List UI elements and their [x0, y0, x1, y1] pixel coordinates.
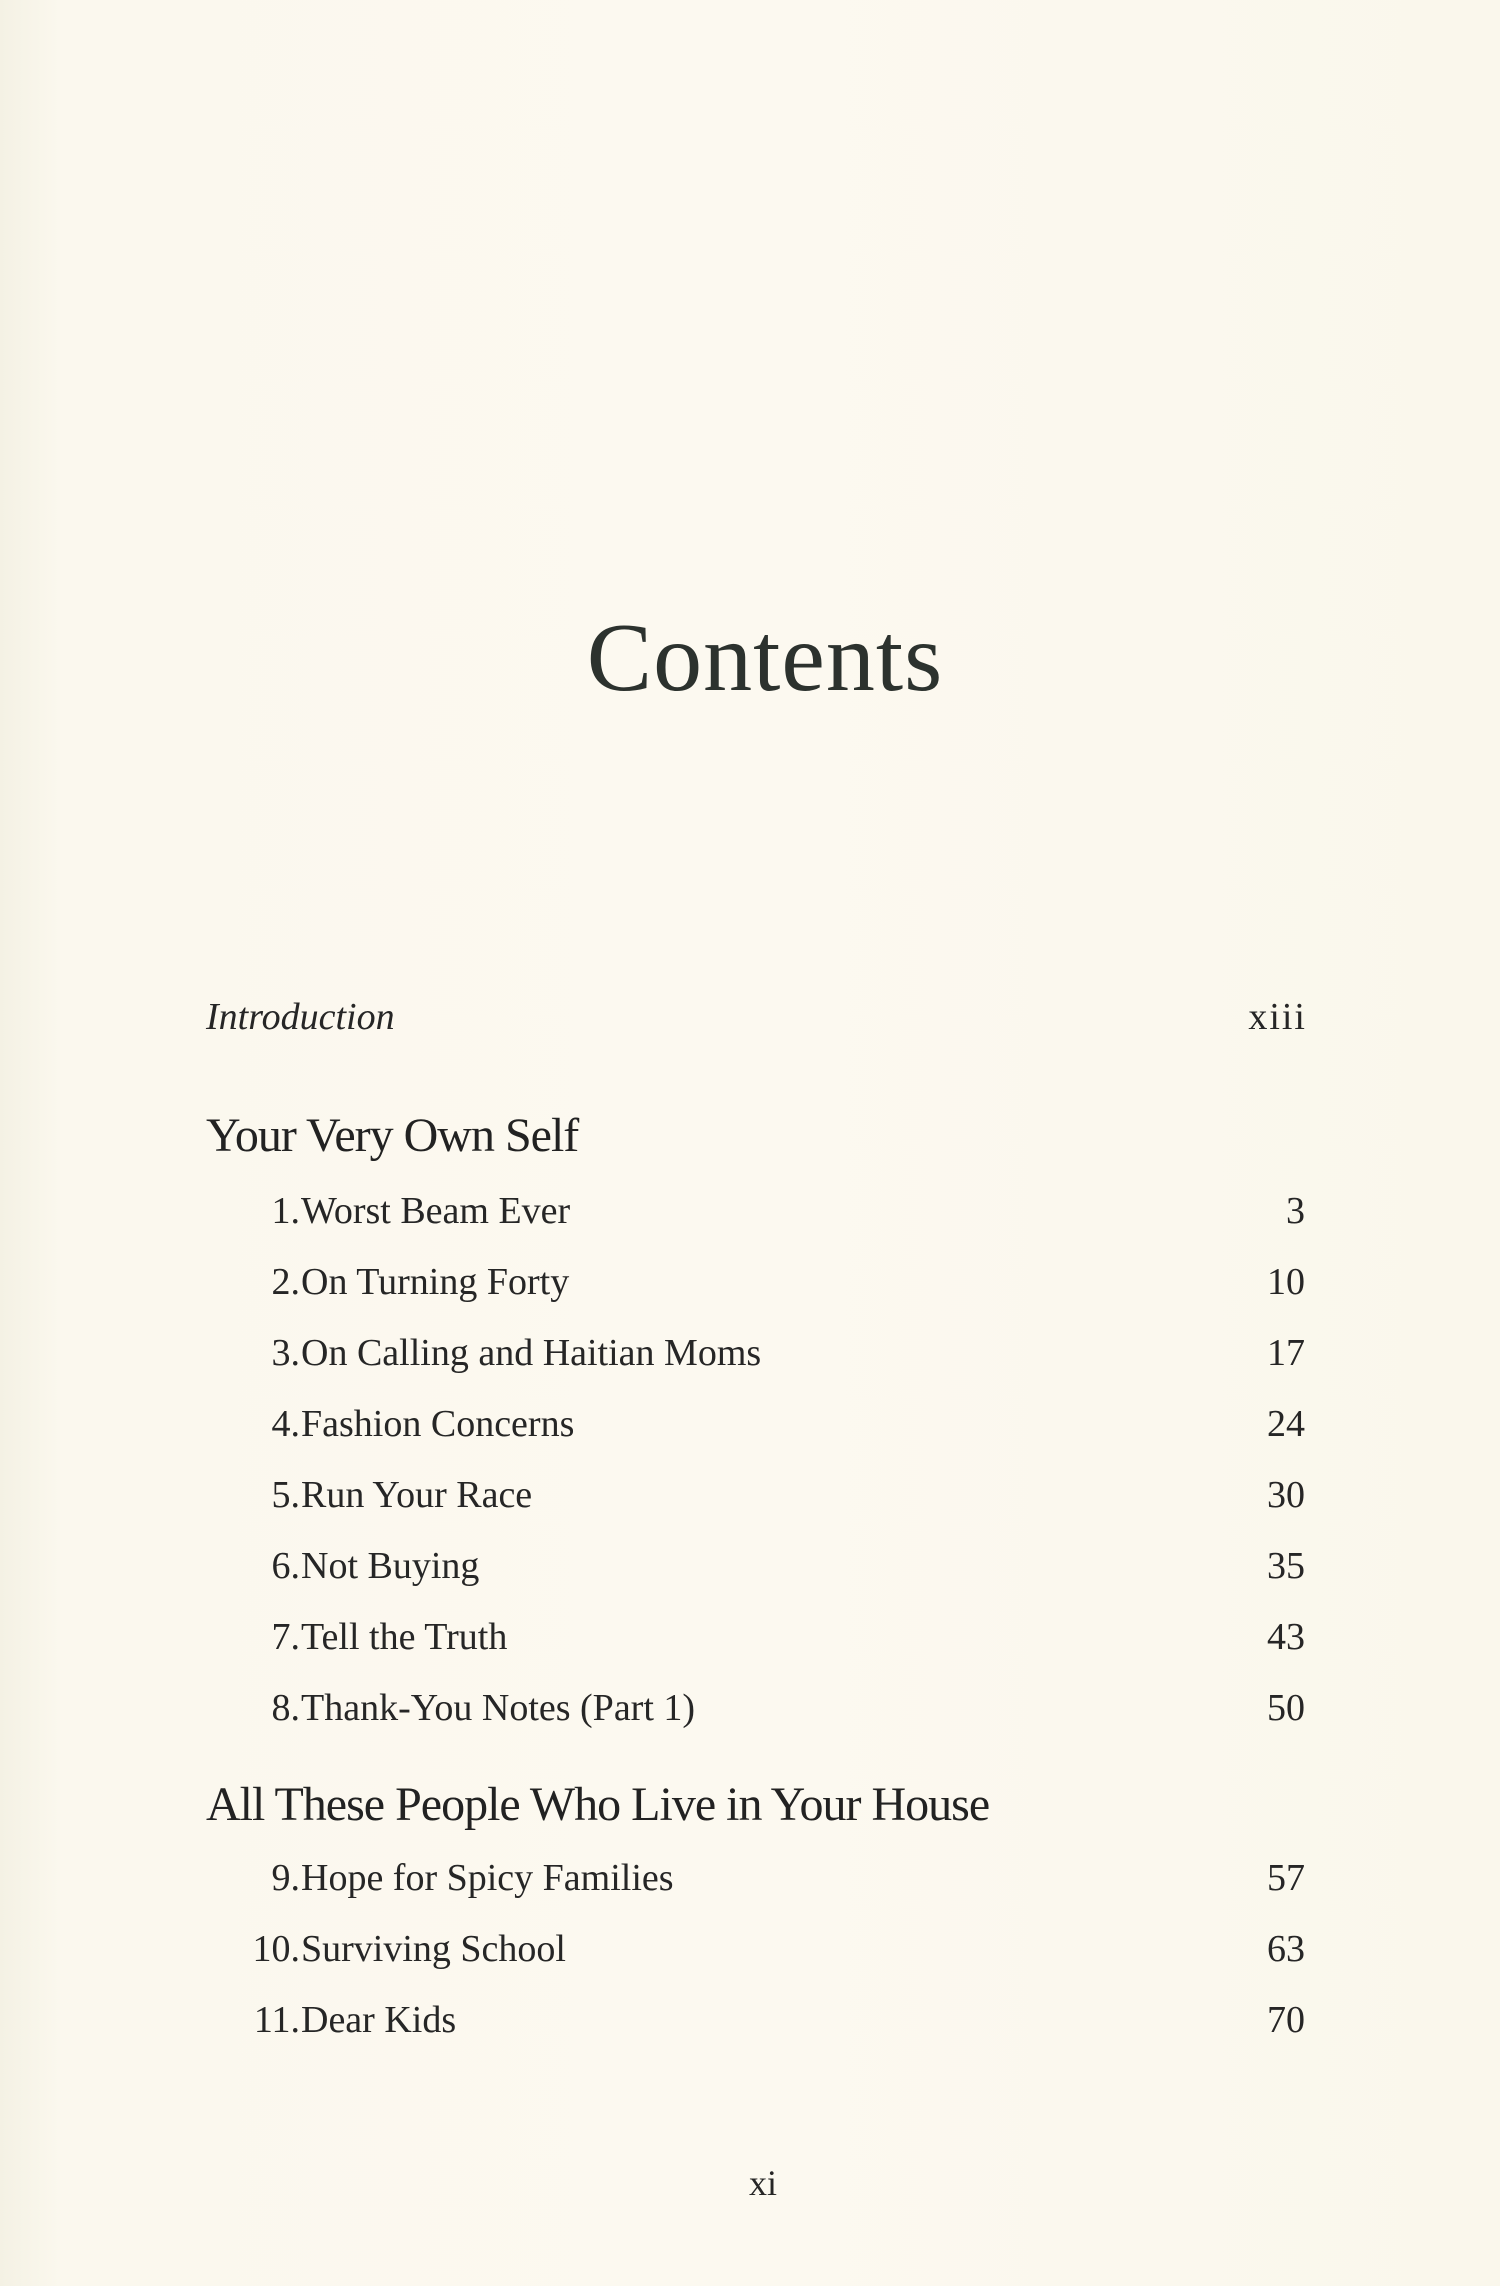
toc-entry-title: On Turning Forty [301, 1261, 570, 1303]
toc-entry-title: Surviving School [301, 1928, 566, 1970]
toc-entry-page: 50 [1267, 1687, 1305, 1729]
toc-entry [0, 1323, 1500, 1383]
toc-entry-number: 3. [271, 1332, 300, 1374]
toc-entry-page: 3 [1286, 1190, 1305, 1232]
toc-entry-title: Worst Beam Ever [301, 1190, 571, 1232]
toc-entry-page: 30 [1267, 1474, 1305, 1516]
page-number-folio: xi [748, 2163, 777, 2203]
toc-entry-title: Run Your Race [301, 1474, 533, 1516]
toc-entry-number: 6. [271, 1545, 300, 1587]
toc-entry [0, 1252, 1500, 1312]
toc-entry-page: 43 [1267, 1616, 1305, 1658]
toc-entry-number: 11. [253, 1999, 300, 2041]
part-heading-all-these-people: All These People Who Live in Your House [206, 1778, 990, 1831]
toc-entry [0, 1394, 1500, 1454]
toc-entry-title: Thank-You Notes (Part 1) [301, 1687, 696, 1729]
toc-entry-number: 8. [271, 1687, 300, 1729]
toc-introduction-label: Introduction [206, 996, 395, 1038]
toc-entry-page: 70 [1267, 1999, 1305, 2041]
toc-entry [0, 1848, 1500, 1908]
page-title: Contents [586, 604, 944, 712]
toc-entry-number: 5. [271, 1474, 300, 1516]
toc-introduction-page: xiii [1248, 996, 1307, 1038]
toc-entry-number: 4. [271, 1403, 300, 1445]
toc-entry-title: Tell the Truth [301, 1616, 508, 1658]
toc-entry [0, 1181, 1500, 1241]
toc-entry-page: 57 [1267, 1857, 1305, 1899]
part-heading-your-very-own-self: Your Very Own Self [206, 1109, 579, 1162]
toc-entry-title: Fashion Concerns [301, 1403, 575, 1445]
toc-entry-number: 10. [252, 1928, 300, 1970]
toc-entry [0, 1536, 1500, 1596]
toc-entry [0, 1465, 1500, 1525]
toc-entry [0, 1607, 1500, 1667]
toc-entry-page: 10 [1267, 1261, 1305, 1303]
toc-entry-title: Hope for Spicy Families [301, 1857, 674, 1899]
toc-entry [0, 1678, 1500, 1738]
toc-entry-page: 24 [1267, 1403, 1305, 1445]
toc-entry-number: 7. [271, 1616, 300, 1658]
toc-entry-number: 1. [271, 1190, 300, 1232]
toc-entry [0, 1990, 1500, 2050]
toc-entry-page: 17 [1267, 1332, 1305, 1374]
toc-entry-title: Dear Kids [301, 1999, 457, 2041]
toc-entry-title: Not Buying [301, 1545, 480, 1587]
toc-entry [0, 1919, 1500, 1979]
toc-entry-page: 35 [1267, 1545, 1305, 1587]
toc-entry-page: 63 [1267, 1928, 1305, 1970]
toc-entry-number: 9. [271, 1857, 300, 1899]
toc-entry-title: On Calling and Haitian Moms [301, 1332, 762, 1374]
toc-entry-number: 2. [271, 1261, 300, 1303]
toc-introduction-row [0, 987, 1500, 1047]
